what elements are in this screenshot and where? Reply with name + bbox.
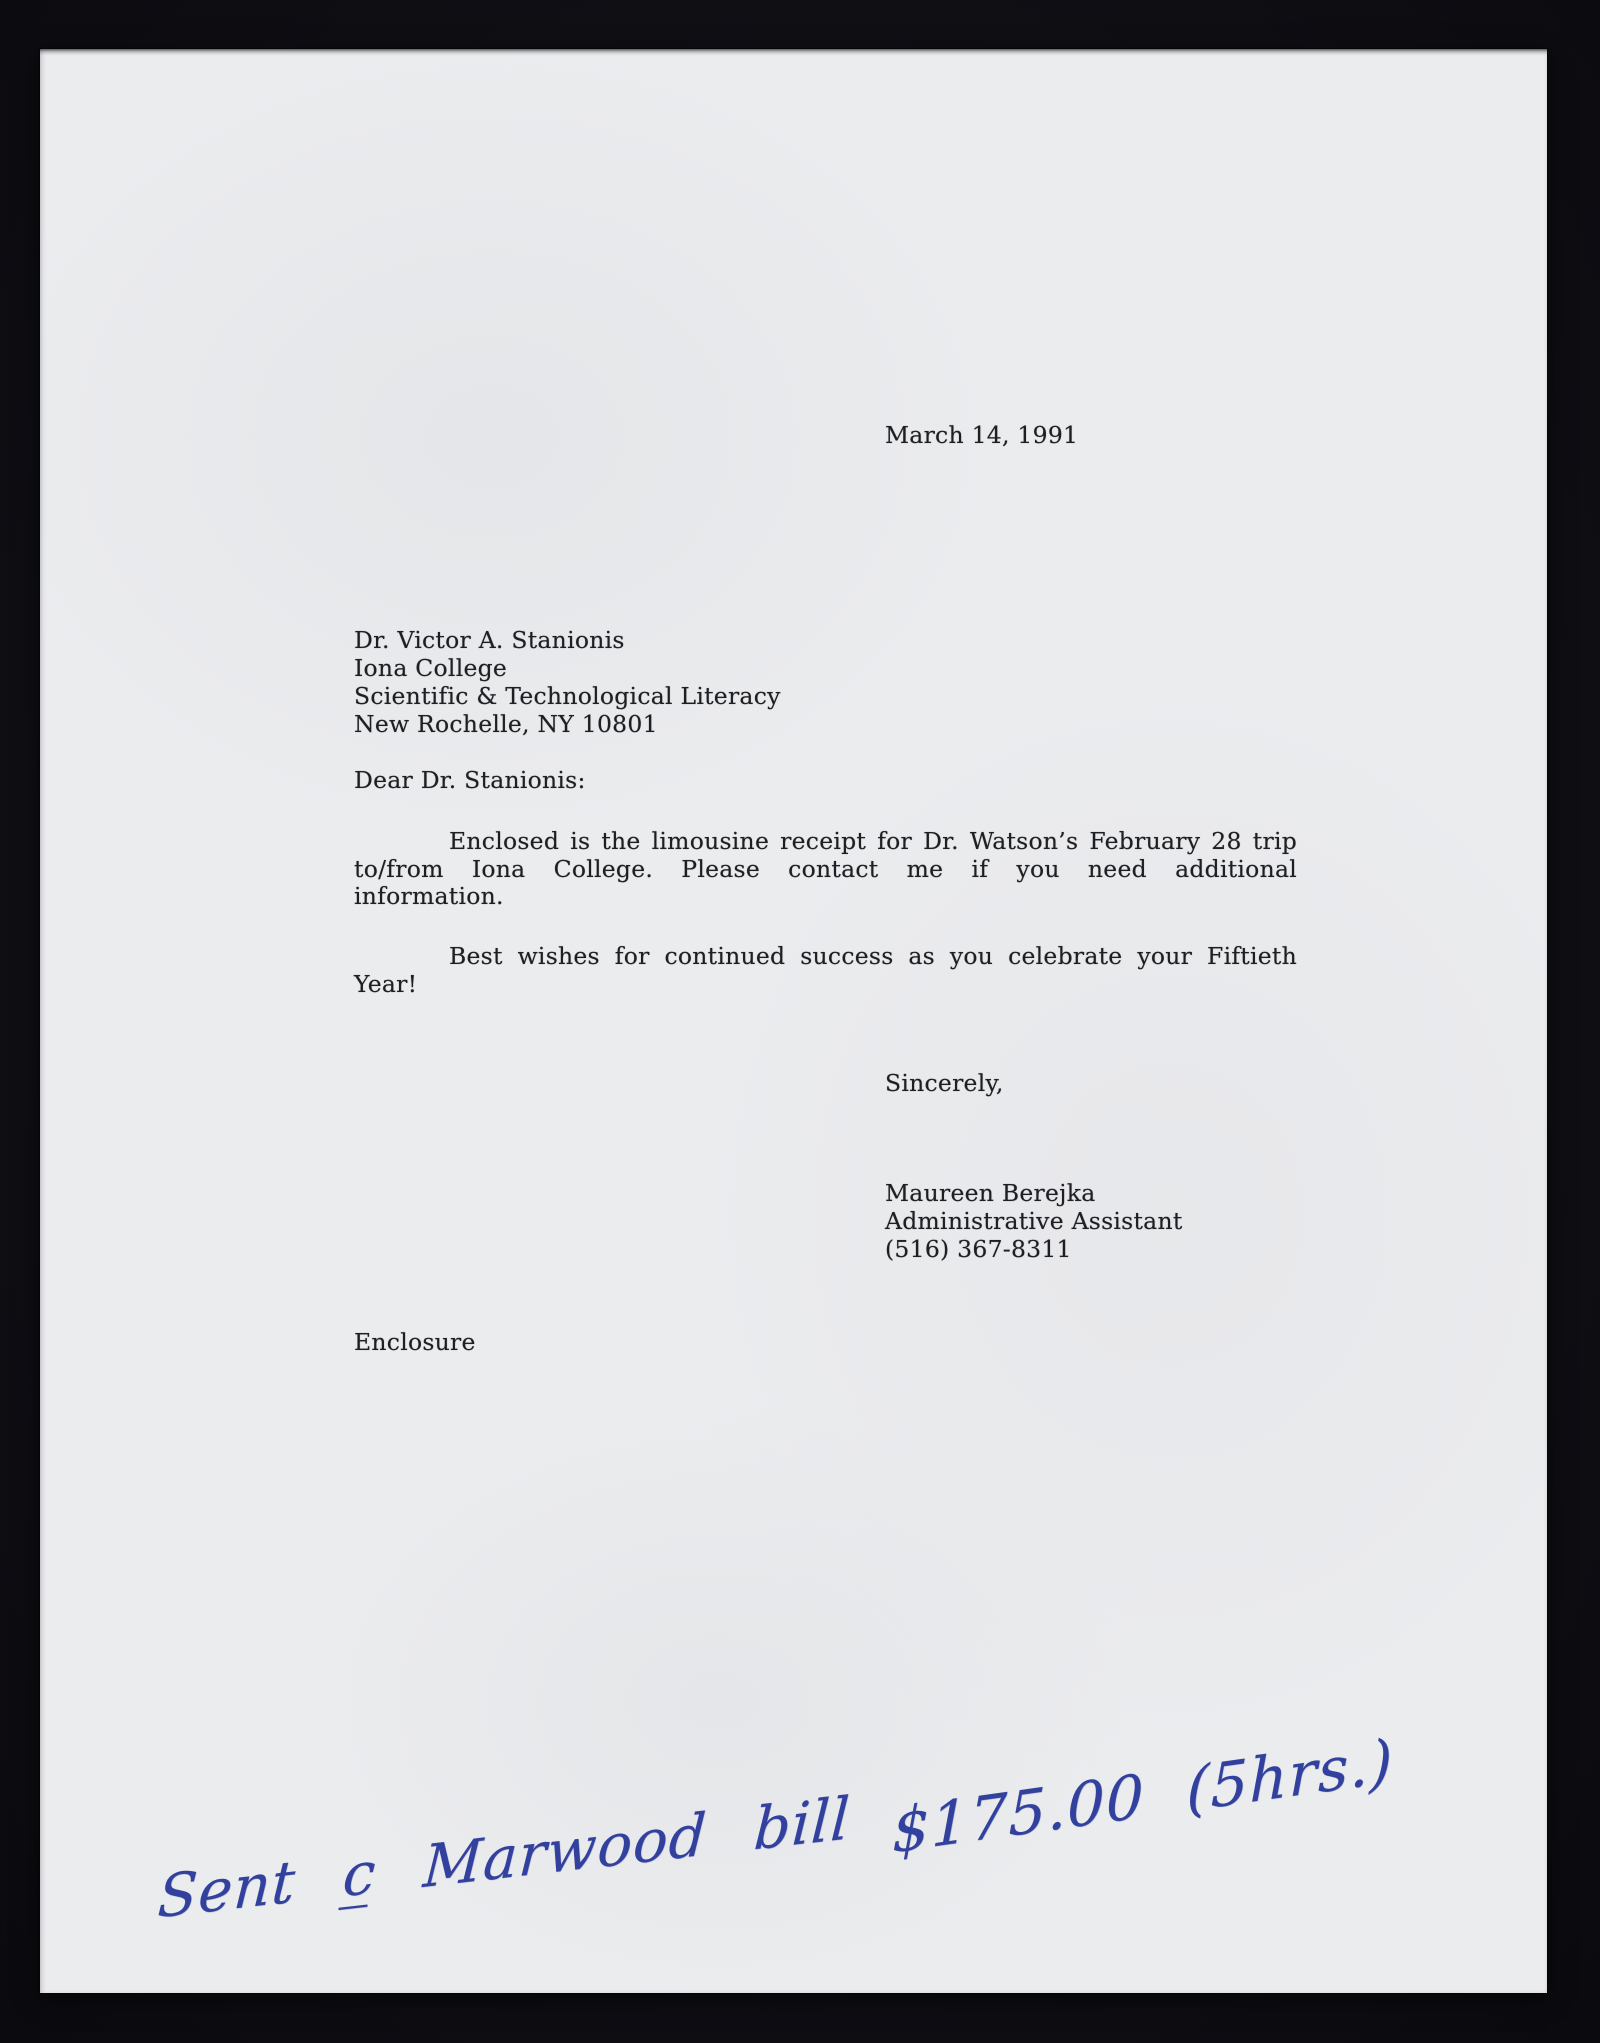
recipient-city-state-zip: New Rochelle, NY 10801 [354,710,658,738]
paragraph-line: information. [354,882,504,910]
recipient-name: Dr. Victor A. Stanionis [354,626,625,654]
closing: Sincerely, [885,1069,1004,1097]
recipient-department: Scientific & Technological Literacy [354,682,781,710]
handwritten-annotation-amount: $175.00 (5hrs.) [892,1726,1394,1868]
signer-name: Maureen Berejka [885,1179,1096,1207]
letter-date: March 14, 1991 [885,421,1079,449]
paragraph-line: Enclosed is the limousine receipt for Dr. Watson’s February 28 trip [449,827,1297,855]
paragraph-line: Year! [354,969,418,998]
enclosure-note: Enclosure [354,1328,476,1356]
paragraph-line: Best wishes for continued success as you celebrate your Fiftieth [449,942,1297,970]
handwritten-annotation-left: Sent c̲ Marwood bill [155,1783,853,1932]
scanned-letter-page [40,49,1547,1993]
body-paragraph-1 [354,828,1297,911]
paragraph-line: to/from Iona College. Please contact me if you need additional [354,854,1297,883]
salutation: Dear Dr. Stanionis: [354,766,586,794]
signer-title: Administrative Assistant [885,1207,1183,1235]
signature-block [885,1179,1183,1263]
signer-phone: (516) 367-8311 [885,1235,1072,1263]
recipient-address-block [354,626,781,738]
body-paragraph-2 [354,943,1297,998]
recipient-organization: Iona College [354,654,508,682]
